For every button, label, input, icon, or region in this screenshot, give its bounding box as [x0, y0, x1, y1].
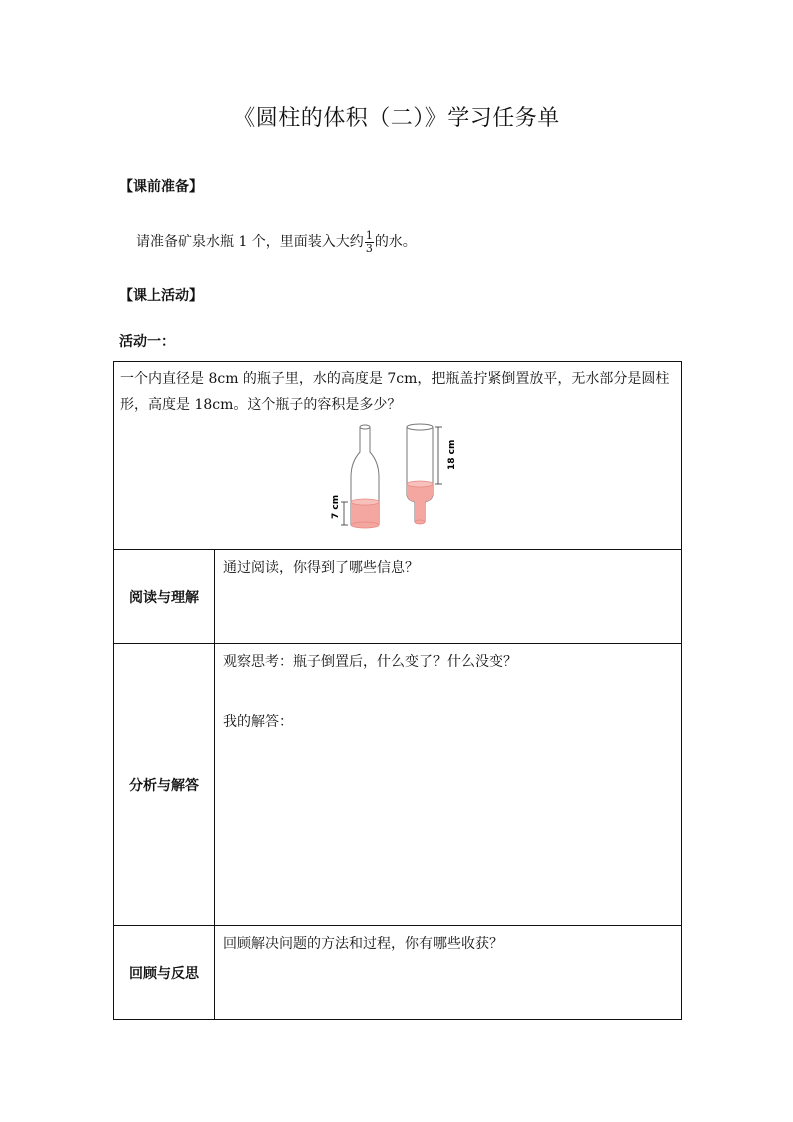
page-title: 《圆柱的体积（二）》学习任务单	[233, 106, 560, 131]
left-dim-label: 7 cm	[330, 494, 341, 519]
fraction-denominator: 3	[365, 241, 373, 255]
activity1-heading: 活动一：	[119, 334, 175, 350]
analysis-label: 分析与解答	[114, 644, 215, 926]
water-inverted	[407, 484, 433, 522]
analysis-cell[interactable]	[215, 644, 682, 926]
reading-label: 阅读与理解	[114, 550, 215, 644]
class-heading: 【课上活动】	[119, 288, 203, 304]
reading-row	[114, 550, 682, 644]
upright-bottle	[331, 425, 379, 528]
prep-text-after: 的水。	[374, 234, 417, 250]
fraction	[365, 230, 374, 255]
review-row	[114, 926, 682, 1020]
bottles-figure	[330, 422, 458, 530]
prep-text-before: 请准备矿泉水瓶 1 个，里面装入大约	[136, 234, 364, 250]
answer-prompt: 我的解答：	[223, 714, 293, 730]
fraction-numerator: 1	[365, 228, 373, 242]
task-table	[113, 361, 682, 1020]
inverted-bottle	[407, 424, 457, 524]
problem-cell	[114, 362, 682, 550]
review-prompt: 回顾解决问题的方法和过程，你有哪些收获？	[223, 936, 503, 952]
problem-text: 一个内直径是 8cm 的瓶子里，水的高度是 7cm，把瓶盖拧紧倒置放平，无水部分是圆柱形，高度是 18cm。这个瓶子的容积是多少？	[120, 371, 670, 413]
reading-prompt: 通过阅读，你得到了哪些信息？	[223, 560, 419, 576]
problem-row	[114, 362, 682, 550]
right-dim-label: 18 cm	[446, 439, 457, 470]
analysis-row	[114, 644, 682, 926]
analysis-prompt: 观察思考：瓶子倒置后，什么变了？什么没变？	[223, 654, 517, 670]
reading-cell[interactable]	[215, 550, 682, 644]
prep-instruction	[136, 222, 417, 262]
prep-heading: 【课前准备】	[119, 179, 203, 195]
review-label: 回顾与反思	[114, 926, 215, 1020]
water-upright	[351, 502, 379, 525]
review-cell[interactable]	[215, 926, 682, 1020]
